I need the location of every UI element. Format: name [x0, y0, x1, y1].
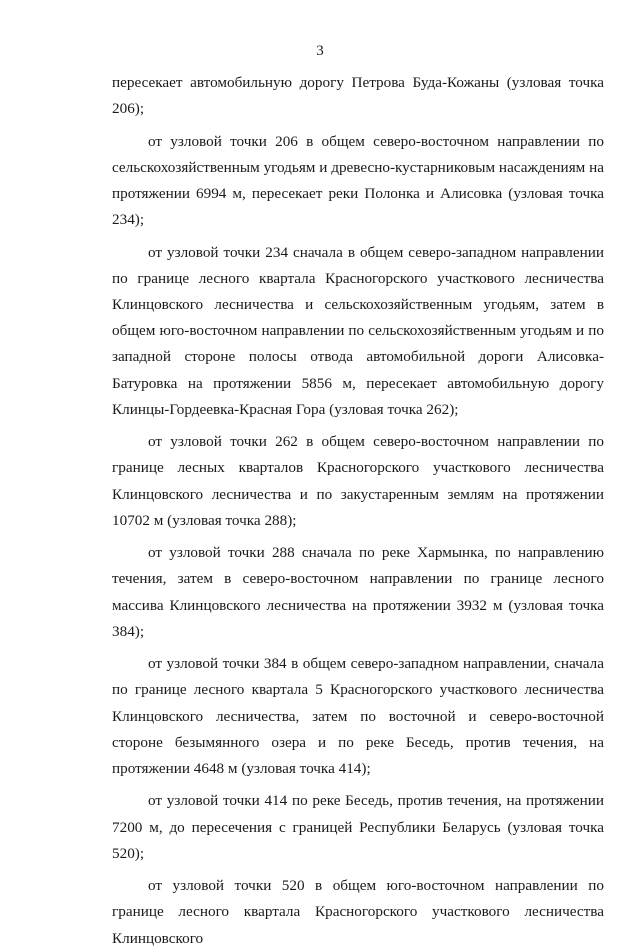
document-body	[112, 70, 604, 952]
paragraph-4: от узловой точки 262 в общем северо-восточном направлении по границе лесных кварталов Красногорского участкового лесничества Клинцовского лесничества и по закустаренным землям на протяжении 10702 м (узловая точка 288);	[112, 433, 604, 529]
paragraph-7: от узловой точки 414 по реке Беседь, против течения, на протяжении 7200 м, до пересечения с границей Республики Беларусь (узловая точка 520);	[112, 792, 604, 862]
paragraph-3: от узловой точки 234 сначала в общем северо-западном направлении по границе лесного квартала Красногорского участкового лесничества Клинцовского лесничества и сельскохозяйственным угодьям, затем в общем юго-восточном направлении по сельскохозяйственным угодьям и по западной стороне полосы отвода автомобильной дороги Алисовка-Батуровка на протяжении 5856 м, пересекает автомобильную дорогу Клинцы-Гордеевка-Красная Гора (узловая точка 262);	[112, 243, 604, 418]
page-number: 3	[316, 43, 324, 59]
paragraph-8: от узловой точки 520 в общем юго-восточном направлении по границе лесного квартала Красногорского участкового лесничества Клинцовского	[112, 877, 604, 947]
paragraph-6: от узловой точки 384 в общем северо-западном направлении, сначала по границе лесного квартала 5 Красногорского участкового лесничества Клинцовского лесничества, затем по восточной и северо-восточной стороне безымянного озера и по реке Беседь, против течения, на протяжении 4648 м (узловая точка 414);	[112, 655, 604, 778]
paragraph-1: пересекает автомобильную дорогу Петрова Буда-Кожаны (узловая точка 206);	[112, 74, 604, 118]
paragraph-2: от узловой точки 206 в общем северо-восточном направлении по сельскохозяйственным угодьям и древесно-кустарниковым насаждениям на протяжении 6994 м, пересекает реки Полонка и Алисовка (узловая точка 234);	[112, 132, 604, 229]
paragraph-5: от узловой точки 288 сначала по реке Хармынка, по направлению течения, затем в северо-восточном направлении по границе лесного массива Клинцовского лесничества на протяжении 3932 м (узловая точка 384);	[112, 544, 604, 640]
